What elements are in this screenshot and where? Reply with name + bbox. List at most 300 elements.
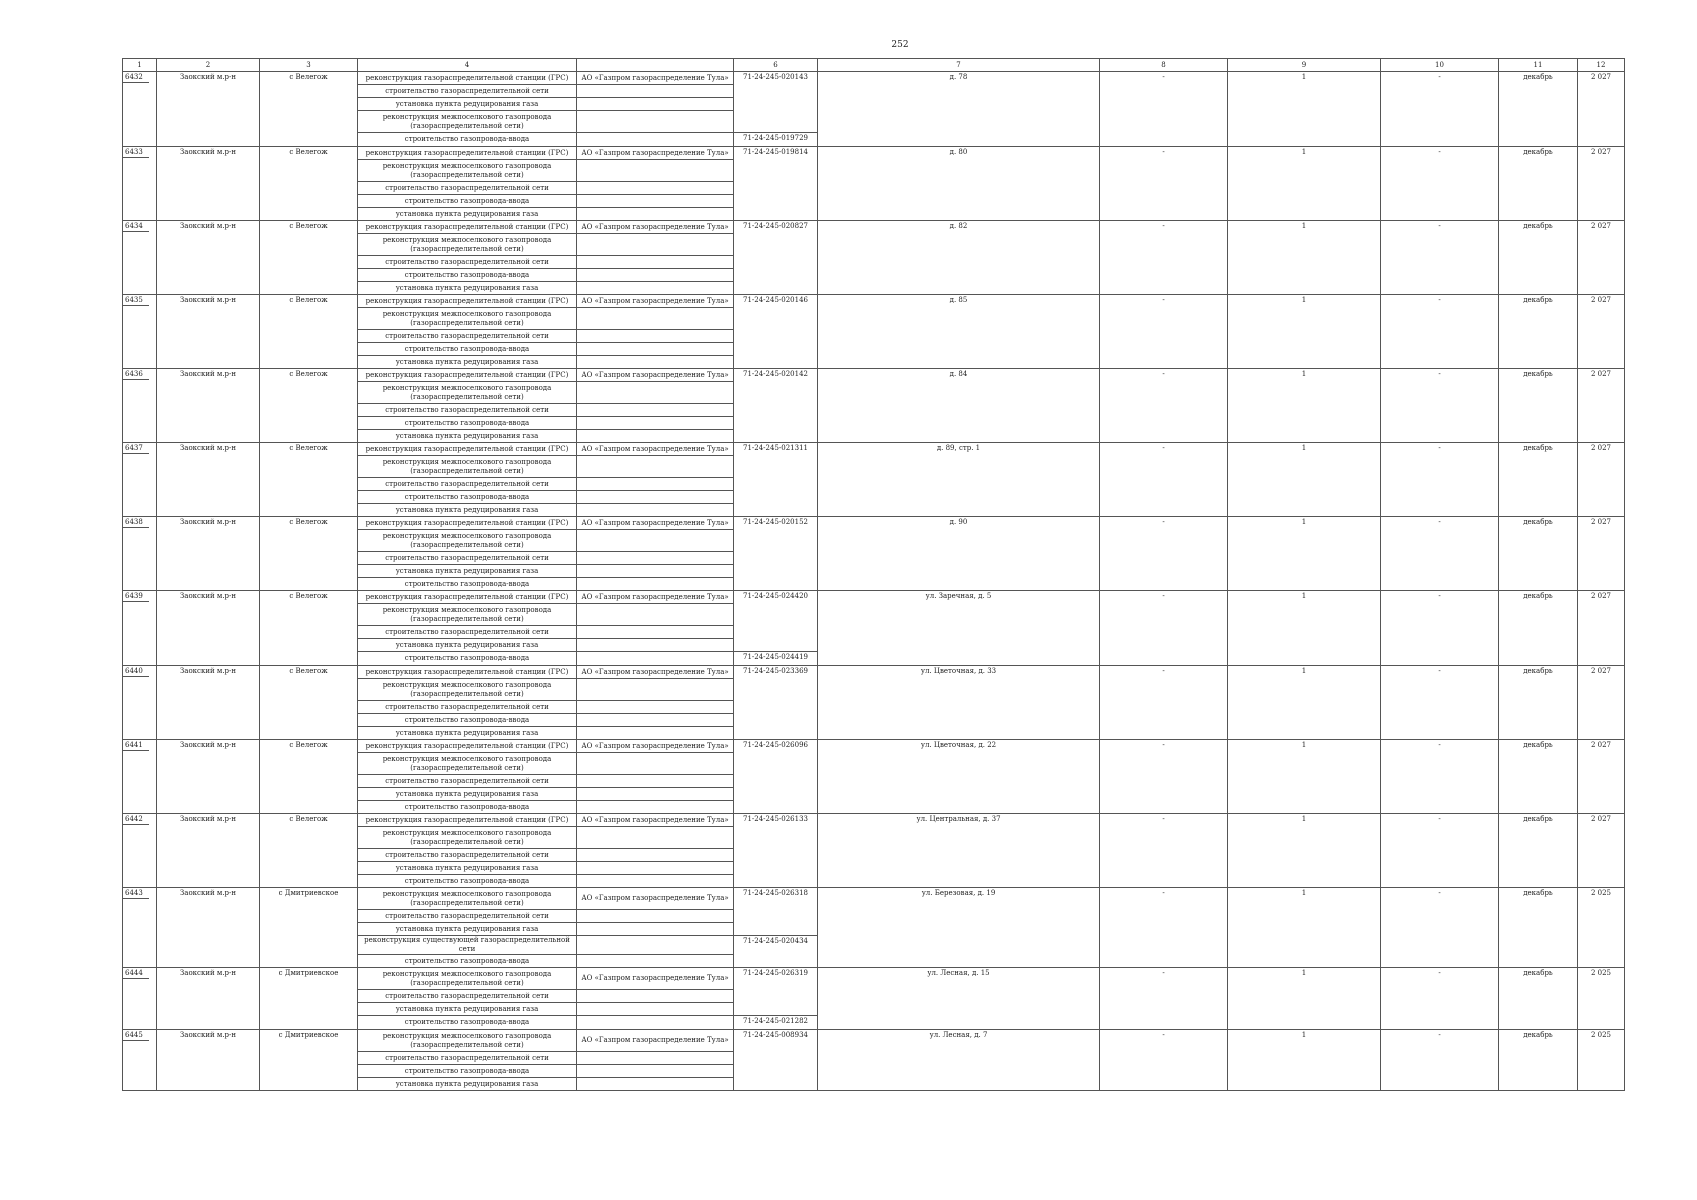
work-type-cell: установка пункта редуцирования газа	[358, 727, 577, 740]
work-type-cell: реконструкция газораспределительной станции (ГРС)	[358, 147, 577, 160]
work-type-cell: реконструкция межпоселкового газопровода (газораспределительной сети)	[358, 968, 577, 990]
column-9-cell: 1	[1228, 295, 1381, 369]
village-cell: с Велегож	[260, 443, 358, 517]
address-cell: д. 89, стр. 1	[818, 443, 1100, 517]
work-type-cell: строительство газораспределительной сети	[358, 256, 577, 269]
year-cell: 2 027	[1578, 517, 1625, 591]
address-cell: д. 84	[818, 369, 1100, 443]
column-header: 9	[1228, 59, 1381, 72]
cadastral-code-cell: 71-24-245-020434	[734, 936, 818, 968]
address-cell: ул. Цветочная, д. 33	[818, 666, 1100, 740]
row-number-cell	[123, 591, 157, 666]
cadastral-code-cell: 71-24-245-023369	[734, 666, 818, 740]
address-cell: ул. Березовая, д. 19	[818, 888, 1100, 968]
organization-cell	[577, 923, 734, 936]
work-type-cell: реконструкция газораспределительной станции (ГРС)	[358, 369, 577, 382]
column-9-cell: 1	[1228, 369, 1381, 443]
column-10-cell: -	[1381, 814, 1499, 888]
organization-cell	[577, 1016, 734, 1030]
organization-cell	[577, 330, 734, 343]
column-8-cell: -	[1100, 740, 1228, 814]
year-cell: 2 025	[1578, 968, 1625, 1030]
organization-cell	[577, 552, 734, 565]
work-type-cell: строительство газораспределительной сети	[358, 85, 577, 98]
district-cell: Заокский м.р-н	[157, 221, 260, 295]
year-cell: 2 027	[1578, 814, 1625, 888]
work-type-cell: установка пункта редуцирования газа	[358, 430, 577, 443]
work-type-cell: реконструкция газораспределительной станции (ГРС)	[358, 443, 577, 456]
column-8-cell: -	[1100, 1030, 1228, 1091]
address-cell: ул. Лесная, д. 15	[818, 968, 1100, 1030]
column-header: 7	[818, 59, 1100, 72]
work-type-cell: строительство газопровода-ввода	[358, 269, 577, 282]
work-type-cell: строительство газопровода-ввода	[358, 133, 577, 147]
address-cell: ул. Лесная, д. 7	[818, 1030, 1100, 1091]
work-type-cell: реконструкция газораспределительной станции (ГРС)	[358, 740, 577, 753]
work-type-cell: строительство газораспределительной сети	[358, 626, 577, 639]
organization-cell	[577, 98, 734, 111]
organization-cell: АО «Газпром газораспределение Тула»	[577, 1030, 734, 1052]
year-cell: 2 027	[1578, 221, 1625, 295]
month-cell: декабрь	[1499, 443, 1578, 517]
month-cell: декабрь	[1499, 72, 1578, 147]
column-10-cell: -	[1381, 221, 1499, 295]
cadastral-code-cell: 71-24-245-008934	[734, 1030, 818, 1091]
cadastral-code-cell: 71-24-245-026133	[734, 814, 818, 888]
table-row	[123, 666, 1625, 679]
month-cell: декабрь	[1499, 295, 1578, 369]
work-type-cell: строительство газораспределительной сети	[358, 990, 577, 1003]
address-cell: д. 85	[818, 295, 1100, 369]
column-8-cell: -	[1100, 968, 1228, 1030]
row-number: 6442	[123, 815, 149, 825]
organization-cell: АО «Газпром газораспределение Тула»	[577, 147, 734, 160]
work-type-cell: реконструкция газораспределительной станции (ГРС)	[358, 666, 577, 679]
work-type-cell: реконструкция межпоселкового газопровода (газораспределительной сети)	[358, 160, 577, 182]
organization-cell	[577, 282, 734, 295]
organization-cell: АО «Газпром газораспределение Тула»	[577, 295, 734, 308]
table-row	[123, 443, 1625, 456]
column-10-cell: -	[1381, 369, 1499, 443]
column-8-cell: -	[1100, 814, 1228, 888]
column-header: 1	[123, 59, 157, 72]
gasification-schedule-table	[122, 58, 1625, 1091]
organization-cell	[577, 578, 734, 591]
village-cell: с Дмитриевское	[260, 888, 358, 968]
work-type-cell: установка пункта редуцирования газа	[358, 282, 577, 295]
organization-cell	[577, 827, 734, 849]
column-9-cell: 1	[1228, 888, 1381, 968]
organization-cell	[577, 788, 734, 801]
column-8-cell: -	[1100, 666, 1228, 740]
year-cell: 2 025	[1578, 1030, 1625, 1091]
year-cell: 2 027	[1578, 666, 1625, 740]
organization-cell: АО «Газпром газораспределение Тула»	[577, 443, 734, 456]
organization-cell: АО «Газпром газораспределение Тула»	[577, 888, 734, 910]
work-type-cell: установка пункта редуцирования газа	[358, 565, 577, 578]
column-8-cell: -	[1100, 369, 1228, 443]
cadastral-code-cell: 71-24-245-020827	[734, 221, 818, 295]
village-cell: с Велегож	[260, 740, 358, 814]
work-type-cell: реконструкция межпоселкового газопровода (газораспределительной сети)	[358, 111, 577, 133]
organization-cell	[577, 990, 734, 1003]
column-10-cell: -	[1381, 666, 1499, 740]
work-type-cell: реконструкция газораспределительной станции (ГРС)	[358, 221, 577, 234]
village-cell: с Велегож	[260, 591, 358, 666]
district-cell: Заокский м.р-н	[157, 369, 260, 443]
column-9-cell: 1	[1228, 1030, 1381, 1091]
organization-cell	[577, 1052, 734, 1065]
page-number: 252	[891, 40, 909, 50]
column-10-cell: -	[1381, 1030, 1499, 1091]
row-number: 6445	[123, 1031, 149, 1041]
column-header: 6	[734, 59, 818, 72]
cadastral-code-cell: 71-24-245-026319	[734, 968, 818, 1016]
column-9-cell: 1	[1228, 72, 1381, 147]
organization-cell	[577, 862, 734, 875]
column-header	[577, 59, 734, 72]
work-type-cell: реконструкция межпоселкового газопровода (газораспределительной сети)	[358, 382, 577, 404]
address-cell: д. 80	[818, 147, 1100, 221]
column-9-cell: 1	[1228, 968, 1381, 1030]
organization-cell	[577, 234, 734, 256]
row-number: 6444	[123, 969, 149, 979]
village-cell: с Дмитриевское	[260, 968, 358, 1030]
month-cell: декабрь	[1499, 740, 1578, 814]
month-cell: декабрь	[1499, 666, 1578, 740]
organization-cell	[577, 356, 734, 369]
organization-cell	[577, 133, 734, 147]
organization-cell	[577, 565, 734, 578]
column-header: 10	[1381, 59, 1499, 72]
district-cell: Заокский м.р-н	[157, 591, 260, 666]
column-10-cell: -	[1381, 72, 1499, 147]
organization-cell: АО «Газпром газораспределение Тула»	[577, 968, 734, 990]
month-cell: декабрь	[1499, 517, 1578, 591]
organization-cell	[577, 955, 734, 968]
table-row	[123, 814, 1625, 827]
work-type-cell: строительство газопровода-ввода	[358, 195, 577, 208]
address-cell: ул. Заречная, д. 5	[818, 591, 1100, 666]
work-type-cell: реконструкция межпоселкового газопровода (газораспределительной сети)	[358, 679, 577, 701]
year-cell: 2 027	[1578, 740, 1625, 814]
column-9-cell: 1	[1228, 443, 1381, 517]
village-cell: с Велегож	[260, 295, 358, 369]
work-type-cell: установка пункта редуцирования газа	[358, 208, 577, 221]
work-type-cell: строительство газопровода-ввода	[358, 1065, 577, 1078]
work-type-cell: строительство газопровода-ввода	[358, 801, 577, 814]
organization-cell	[577, 604, 734, 626]
district-cell: Заокский м.р-н	[157, 295, 260, 369]
month-cell: декабрь	[1499, 1030, 1578, 1091]
cadastral-code-cell: 71-24-245-020143	[734, 72, 818, 133]
village-cell: с Велегож	[260, 72, 358, 147]
work-type-cell: реконструкция газораспределительной станции (ГРС)	[358, 72, 577, 85]
work-type-cell: реконструкция межпоселкового газопровода (газораспределительной сети)	[358, 827, 577, 849]
work-type-cell: реконструкция существующей газораспределительной сети	[358, 936, 577, 955]
row-number-cell	[123, 814, 157, 888]
work-type-cell: реконструкция межпоселкового газопровода (газораспределительной сети)	[358, 753, 577, 775]
column-8-cell: -	[1100, 517, 1228, 591]
organization-cell: АО «Газпром газораспределение Тула»	[577, 517, 734, 530]
cadastral-code-cell: 71-24-245-024419	[734, 652, 818, 666]
organization-cell	[577, 430, 734, 443]
column-8-cell: -	[1100, 591, 1228, 666]
district-cell: Заокский м.р-н	[157, 517, 260, 591]
column-10-cell: -	[1381, 295, 1499, 369]
village-cell: с Велегож	[260, 369, 358, 443]
cadastral-code-cell: 71-24-245-021311	[734, 443, 818, 517]
work-type-cell: установка пункта редуцирования газа	[358, 356, 577, 369]
row-number-cell	[123, 369, 157, 443]
organization-cell	[577, 269, 734, 282]
work-type-cell: реконструкция межпоселкового газопровода (газораспределительной сети)	[358, 308, 577, 330]
column-10-cell: -	[1381, 888, 1499, 968]
village-cell: с Велегож	[260, 147, 358, 221]
organization-cell	[577, 256, 734, 269]
work-type-cell: установка пункта редуцирования газа	[358, 923, 577, 936]
column-9-cell: 1	[1228, 814, 1381, 888]
organization-cell	[577, 1078, 734, 1091]
column-header: 2	[157, 59, 260, 72]
row-number: 6441	[123, 741, 149, 751]
organization-cell	[577, 382, 734, 404]
month-cell: декабрь	[1499, 968, 1578, 1030]
year-cell: 2 027	[1578, 295, 1625, 369]
row-number-cell	[123, 295, 157, 369]
row-number: 6439	[123, 592, 149, 602]
column-8-cell: -	[1100, 221, 1228, 295]
month-cell: декабрь	[1499, 147, 1578, 221]
table-row	[123, 147, 1625, 160]
organization-cell	[577, 1003, 734, 1016]
cadastral-code-cell: 71-24-245-019814	[734, 147, 818, 221]
table-row	[123, 517, 1625, 530]
work-type-cell: установка пункта редуцирования газа	[358, 1003, 577, 1016]
year-cell: 2 027	[1578, 369, 1625, 443]
organization-cell	[577, 478, 734, 491]
year-cell: 2 027	[1578, 72, 1625, 147]
column-header: 12	[1578, 59, 1625, 72]
work-type-cell: строительство газораспределительной сети	[358, 701, 577, 714]
column-header: 3	[260, 59, 358, 72]
column-10-cell: -	[1381, 147, 1499, 221]
cadastral-code-cell: 71-24-245-019729	[734, 133, 818, 147]
table-row	[123, 1030, 1625, 1052]
work-type-cell: реконструкция межпоселкового газопровода (газораспределительной сети)	[358, 888, 577, 910]
district-cell: Заокский м.р-н	[157, 72, 260, 147]
column-9-cell: 1	[1228, 147, 1381, 221]
row-number-cell	[123, 147, 157, 221]
column-8-cell: -	[1100, 443, 1228, 517]
work-type-cell: реконструкция межпоселкового газопровода (газораспределительной сети)	[358, 1030, 577, 1052]
table-row	[123, 369, 1625, 382]
work-type-cell: реконструкция межпоселкового газопровода (газораспределительной сети)	[358, 234, 577, 256]
work-type-cell: строительство газопровода-ввода	[358, 578, 577, 591]
organization-cell	[577, 456, 734, 478]
organization-cell	[577, 626, 734, 639]
organization-cell	[577, 701, 734, 714]
month-cell: декабрь	[1499, 221, 1578, 295]
year-cell: 2 025	[1578, 888, 1625, 968]
organization-cell	[577, 85, 734, 98]
work-type-cell: строительство газопровода-ввода	[358, 652, 577, 666]
organization-cell	[577, 343, 734, 356]
organization-cell: АО «Газпром газораспределение Тула»	[577, 72, 734, 85]
column-10-cell: -	[1381, 968, 1499, 1030]
district-cell: Заокский м.р-н	[157, 814, 260, 888]
work-type-cell: строительство газопровода-ввода	[358, 714, 577, 727]
month-cell: декабрь	[1499, 814, 1578, 888]
row-number: 6436	[123, 370, 149, 380]
work-type-cell: реконструкция газораспределительной станции (ГРС)	[358, 591, 577, 604]
row-number: 6443	[123, 889, 149, 899]
work-type-cell: строительство газопровода-ввода	[358, 343, 577, 356]
cadastral-code-cell: 71-24-245-021282	[734, 1016, 818, 1030]
table-row	[123, 888, 1625, 910]
month-cell: декабрь	[1499, 888, 1578, 968]
organization-cell	[577, 936, 734, 955]
work-type-cell: строительство газораспределительной сети	[358, 1052, 577, 1065]
column-header: 4	[358, 59, 577, 72]
district-cell: Заокский м.р-н	[157, 968, 260, 1030]
district-cell: Заокский м.р-н	[157, 1030, 260, 1091]
organization-cell	[577, 208, 734, 221]
column-10-cell: -	[1381, 443, 1499, 517]
work-type-cell: строительство газопровода-ввода	[358, 955, 577, 968]
organization-cell	[577, 639, 734, 652]
cadastral-code-cell: 71-24-245-026318	[734, 888, 818, 936]
row-number: 6440	[123, 667, 149, 677]
row-number: 6433	[123, 148, 149, 158]
work-type-cell: строительство газораспределительной сети	[358, 182, 577, 195]
work-type-cell: реконструкция газораспределительной станции (ГРС)	[358, 517, 577, 530]
cadastral-code-cell: 71-24-245-024420	[734, 591, 818, 652]
address-cell: д. 78	[818, 72, 1100, 147]
cadastral-code-cell: 71-24-245-020152	[734, 517, 818, 591]
organization-cell	[577, 1065, 734, 1078]
row-number-cell	[123, 443, 157, 517]
district-cell: Заокский м.р-н	[157, 147, 260, 221]
year-cell: 2 027	[1578, 443, 1625, 517]
column-header: 8	[1100, 59, 1228, 72]
organization-cell	[577, 504, 734, 517]
row-number-cell	[123, 740, 157, 814]
address-cell: ул. Цветочная, д. 22	[818, 740, 1100, 814]
organization-cell	[577, 160, 734, 182]
village-cell: с Дмитриевское	[260, 1030, 358, 1091]
row-number-cell	[123, 968, 157, 1030]
organization-cell: АО «Газпром газораспределение Тула»	[577, 369, 734, 382]
work-type-cell: строительство газораспределительной сети	[358, 404, 577, 417]
column-8-cell: -	[1100, 888, 1228, 968]
organization-cell	[577, 182, 734, 195]
table-row	[123, 591, 1625, 604]
table-row	[123, 295, 1625, 308]
row-number-cell	[123, 221, 157, 295]
column-10-cell: -	[1381, 517, 1499, 591]
organization-cell	[577, 801, 734, 814]
month-cell: декабрь	[1499, 369, 1578, 443]
organization-cell	[577, 727, 734, 740]
work-type-cell: установка пункта редуцирования газа	[358, 98, 577, 111]
column-9-cell: 1	[1228, 517, 1381, 591]
work-type-cell: строительство газопровода-ввода	[358, 417, 577, 430]
organization-cell	[577, 910, 734, 923]
month-cell: декабрь	[1499, 591, 1578, 666]
table-row	[123, 740, 1625, 753]
organization-cell	[577, 875, 734, 888]
district-cell: Заокский м.р-н	[157, 443, 260, 517]
organization-cell	[577, 714, 734, 727]
address-cell: д. 82	[818, 221, 1100, 295]
cadastral-code-cell: 71-24-245-020142	[734, 369, 818, 443]
village-cell: с Велегож	[260, 814, 358, 888]
column-8-cell: -	[1100, 147, 1228, 221]
organization-cell	[577, 404, 734, 417]
work-type-cell: реконструкция газораспределительной станции (ГРС)	[358, 814, 577, 827]
row-number: 6432	[123, 73, 149, 83]
column-9-cell: 1	[1228, 221, 1381, 295]
organization-cell	[577, 491, 734, 504]
work-type-cell: установка пункта редуцирования газа	[358, 504, 577, 517]
table-row	[123, 72, 1625, 85]
work-type-cell: установка пункта редуцирования газа	[358, 639, 577, 652]
organization-cell	[577, 753, 734, 775]
organization-cell: АО «Газпром газораспределение Тула»	[577, 814, 734, 827]
row-number: 6434	[123, 222, 149, 232]
year-cell: 2 027	[1578, 591, 1625, 666]
work-type-cell: строительство газораспределительной сети	[358, 910, 577, 923]
organization-cell	[577, 417, 734, 430]
column-10-cell: -	[1381, 740, 1499, 814]
column-9-cell: 1	[1228, 666, 1381, 740]
work-type-cell: установка пункта редуцирования газа	[358, 862, 577, 875]
work-type-cell: реконструкция газораспределительной станции (ГРС)	[358, 295, 577, 308]
work-type-cell: строительство газораспределительной сети	[358, 330, 577, 343]
address-cell: д. 90	[818, 517, 1100, 591]
work-type-cell: строительство газораспределительной сети	[358, 478, 577, 491]
address-cell: ул. Центральная, д. 37	[818, 814, 1100, 888]
row-number-cell	[123, 1030, 157, 1091]
column-header-row	[123, 59, 1625, 72]
organization-cell: АО «Газпром газораспределение Тула»	[577, 591, 734, 604]
row-number-cell	[123, 666, 157, 740]
table-row	[123, 221, 1625, 234]
work-type-cell: реконструкция межпоселкового газопровода (газораспределительной сети)	[358, 530, 577, 552]
cadastral-code-cell: 71-24-245-020146	[734, 295, 818, 369]
organization-cell	[577, 195, 734, 208]
district-cell: Заокский м.р-н	[157, 888, 260, 968]
row-number-cell	[123, 517, 157, 591]
column-10-cell: -	[1381, 591, 1499, 666]
work-type-cell: строительство газопровода-ввода	[358, 875, 577, 888]
organization-cell: АО «Газпром газораспределение Тула»	[577, 740, 734, 753]
organization-cell	[577, 111, 734, 133]
row-number: 6438	[123, 518, 149, 528]
column-header: 11	[1499, 59, 1578, 72]
year-cell: 2 027	[1578, 147, 1625, 221]
column-9-cell: 1	[1228, 591, 1381, 666]
organization-cell	[577, 849, 734, 862]
organization-cell	[577, 530, 734, 552]
work-type-cell: установка пункта редуцирования газа	[358, 1078, 577, 1091]
work-type-cell: установка пункта редуцирования газа	[358, 788, 577, 801]
village-cell: с Велегож	[260, 666, 358, 740]
work-type-cell: строительство газопровода-ввода	[358, 1016, 577, 1030]
table-row	[123, 968, 1625, 990]
organization-cell	[577, 775, 734, 788]
